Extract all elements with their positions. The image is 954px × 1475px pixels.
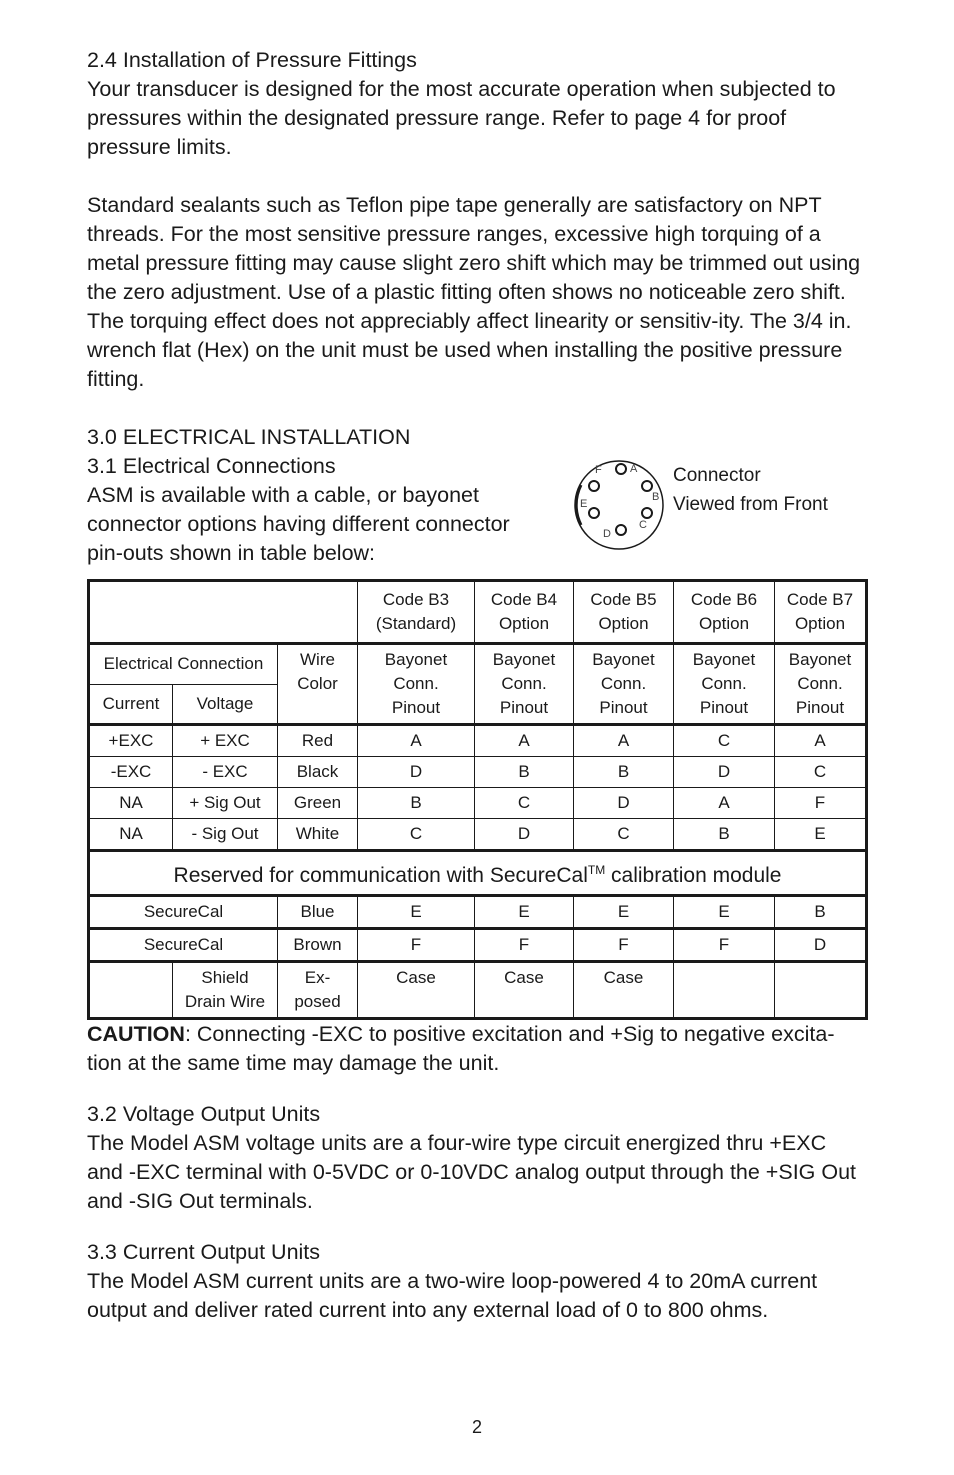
- pin-d: [616, 525, 626, 535]
- cell-wire: White: [278, 819, 358, 851]
- pin-e: [589, 508, 599, 518]
- section-2-4-para-1: Your transducer is designed for the most accurate operation when subjected to pressures within the designated pressure range. Refer to page 4 for proof pressure limits.: [87, 77, 836, 159]
- connector-caption: [673, 461, 828, 519]
- cell-b5: D: [574, 788, 674, 819]
- cell-voltage: - Sig Out: [173, 819, 278, 851]
- cell-wire: Brown: [278, 929, 358, 962]
- caution-label: CAUTION: [87, 1022, 185, 1046]
- pin-a-label: A: [630, 463, 638, 475]
- cell-shield: Shield Drain Wire: [173, 962, 278, 1019]
- cell-b7: [775, 962, 867, 1019]
- reserved-note: Reserved for communication with SecureCal™ calibration module: [89, 851, 867, 896]
- cell-b4: Case: [475, 962, 574, 1019]
- cell-current: -EXC: [89, 757, 173, 788]
- cell-current: NA: [89, 788, 173, 819]
- page-content: [87, 46, 867, 1325]
- table-row: [89, 788, 867, 819]
- cell-wire: Ex- posed: [278, 962, 358, 1019]
- cell-b6: E: [674, 896, 775, 929]
- table-row: [89, 819, 867, 851]
- pin-b-label: B: [652, 491, 660, 503]
- table-row: [89, 725, 867, 757]
- cell-securecal: SecureCal: [89, 896, 278, 929]
- cell-b7: C: [775, 757, 867, 788]
- cell-b6: C: [674, 725, 775, 757]
- pin-a: [616, 464, 626, 474]
- wire-color-header: Wire Color: [278, 644, 358, 725]
- cell-b4: F: [475, 929, 574, 962]
- cell-b4: C: [475, 788, 574, 819]
- pin-f: [589, 481, 599, 491]
- pinout-table: [87, 579, 868, 1020]
- cell-b7: E: [775, 819, 867, 851]
- cell-b4: A: [475, 725, 574, 757]
- cell-b7: D: [775, 929, 867, 962]
- section-3-2-heading: 3.2 Voltage Output Units: [87, 1102, 321, 1126]
- caution-note: [87, 1020, 867, 1078]
- code-b7-header: Code B7 Option: [775, 581, 867, 644]
- cell-b5: A: [574, 725, 674, 757]
- pin-d-label: D: [603, 528, 611, 540]
- pinout-header-b4: Bayonet Conn. Pinout: [475, 644, 574, 725]
- cell-b5: F: [574, 929, 674, 962]
- table-row: [89, 962, 867, 1019]
- code-b4-header: Code B4 Option: [475, 581, 574, 644]
- section-3-3-para: The Model ASM current units are a two-wire loop-powered 4 to 20mA current output and deliver rated current into any external load of 0 to 800 ohms.: [87, 1269, 818, 1322]
- cell-b7: A: [775, 725, 867, 757]
- cell-wire: Black: [278, 757, 358, 788]
- cell-b6: B: [674, 819, 775, 851]
- cell-b3: Case: [358, 962, 475, 1019]
- pin-f-label: F: [595, 464, 602, 476]
- connector-figure: [571, 459, 871, 551]
- table-row: [89, 757, 867, 788]
- pin-c-label: C: [639, 519, 647, 531]
- current-header: Current: [89, 684, 173, 725]
- cell-wire: Green: [278, 788, 358, 819]
- section-3-2-para: The Model ASM voltage units are a four-wire type circuit energized thru +EXC and -EXC terminal with 0-5VDC or 0-10VDC analog output through the +SIG Out and -SIG Out terminals.: [87, 1131, 857, 1213]
- pinout-header-b3: Bayonet Conn. Pinout: [358, 644, 475, 725]
- caution-text: : Connecting -EXC to positive excitation and +Sig to negative excita-tion at the same time may damage the unit.: [87, 1022, 835, 1075]
- cell-b6: F: [674, 929, 775, 962]
- section-2-4-heading: 2.4 Installation of Pressure Fittings: [87, 48, 417, 72]
- connector-diagram: [571, 459, 671, 551]
- cell-voltage: + EXC: [173, 725, 278, 757]
- table-row: [89, 896, 867, 929]
- cell-b4: B: [475, 757, 574, 788]
- table-header-connection: [89, 644, 867, 685]
- pin-c: [642, 508, 652, 518]
- cell-empty: [89, 962, 173, 1019]
- table-row: [89, 929, 867, 962]
- cell-b3: D: [358, 757, 475, 788]
- cell-voltage: - EXC: [173, 757, 278, 788]
- code-b3-header: Code B3 (Standard): [358, 581, 475, 644]
- cell-b6: D: [674, 757, 775, 788]
- cell-current: NA: [89, 819, 173, 851]
- cell-b3: E: [358, 896, 475, 929]
- cell-b7: F: [775, 788, 867, 819]
- connector-caption-line-2: Viewed from Front: [673, 494, 828, 515]
- cell-b5: B: [574, 757, 674, 788]
- cell-b6: [674, 962, 775, 1019]
- reserved-row: [89, 851, 867, 896]
- cell-b5: C: [574, 819, 674, 851]
- cell-b6: A: [674, 788, 775, 819]
- voltage-header: Voltage: [173, 684, 278, 725]
- cell-voltage: + Sig Out: [173, 788, 278, 819]
- cell-b3: F: [358, 929, 475, 962]
- cell-b3: A: [358, 725, 475, 757]
- electrical-connection-header: Electrical Connection: [89, 644, 278, 685]
- pinout-header-b6: Bayonet Conn. Pinout: [674, 644, 775, 725]
- table-corner: [89, 581, 358, 644]
- cell-current: +EXC: [89, 725, 173, 757]
- pin-b: [642, 481, 652, 491]
- cell-b5: Case: [574, 962, 674, 1019]
- page-number: 2: [471, 1417, 482, 1437]
- table-header-codes: [89, 581, 867, 644]
- section-2-4-para-2: Standard sealants such as Teflon pipe tape generally are satisfactory on NPT threads. For the most sensitive pressure ranges, excessive high torquing of a metal pressure fitting may cause slight zero shift which may be trimmed out using the zero adjustment. Use of a plastic fitting often shows no noticeable zero shift. The torquing effect does not appreciably affect linearity or sensitiv-ity. The 3/4 in. wrench flat (Hex) on the unit must be used when installing the positive pressure fitting.: [87, 193, 861, 391]
- cell-b3: B: [358, 788, 475, 819]
- section-3-1-heading: 3.1 Electrical Connections: [87, 454, 336, 478]
- pinout-header-b5: Bayonet Conn. Pinout: [574, 644, 674, 725]
- cell-b3: C: [358, 819, 475, 851]
- cell-wire: Blue: [278, 896, 358, 929]
- section-3-3-heading: 3.3 Current Output Units: [87, 1240, 321, 1264]
- cell-b4: E: [475, 896, 574, 929]
- code-b6-header: Code B6 Option: [674, 581, 775, 644]
- pin-e-label: E: [580, 498, 588, 510]
- cell-b4: D: [475, 819, 574, 851]
- cell-b7: B: [775, 896, 867, 929]
- cell-securecal: SecureCal: [89, 929, 278, 962]
- section-3-1-para: ASM is available with a cable, or bayonet connector options having different connector pin-outs shown in table below:: [87, 483, 510, 565]
- code-b5-header: Code B5 Option: [574, 581, 674, 644]
- cell-wire: Red: [278, 725, 358, 757]
- section-3-0-heading: 3.0 ELECTRICAL INSTALLATION: [87, 425, 411, 449]
- pinout-header-b7: Bayonet Conn. Pinout: [775, 644, 867, 725]
- connector-caption-line-1: Connector: [673, 465, 761, 486]
- cell-b5: E: [574, 896, 674, 929]
